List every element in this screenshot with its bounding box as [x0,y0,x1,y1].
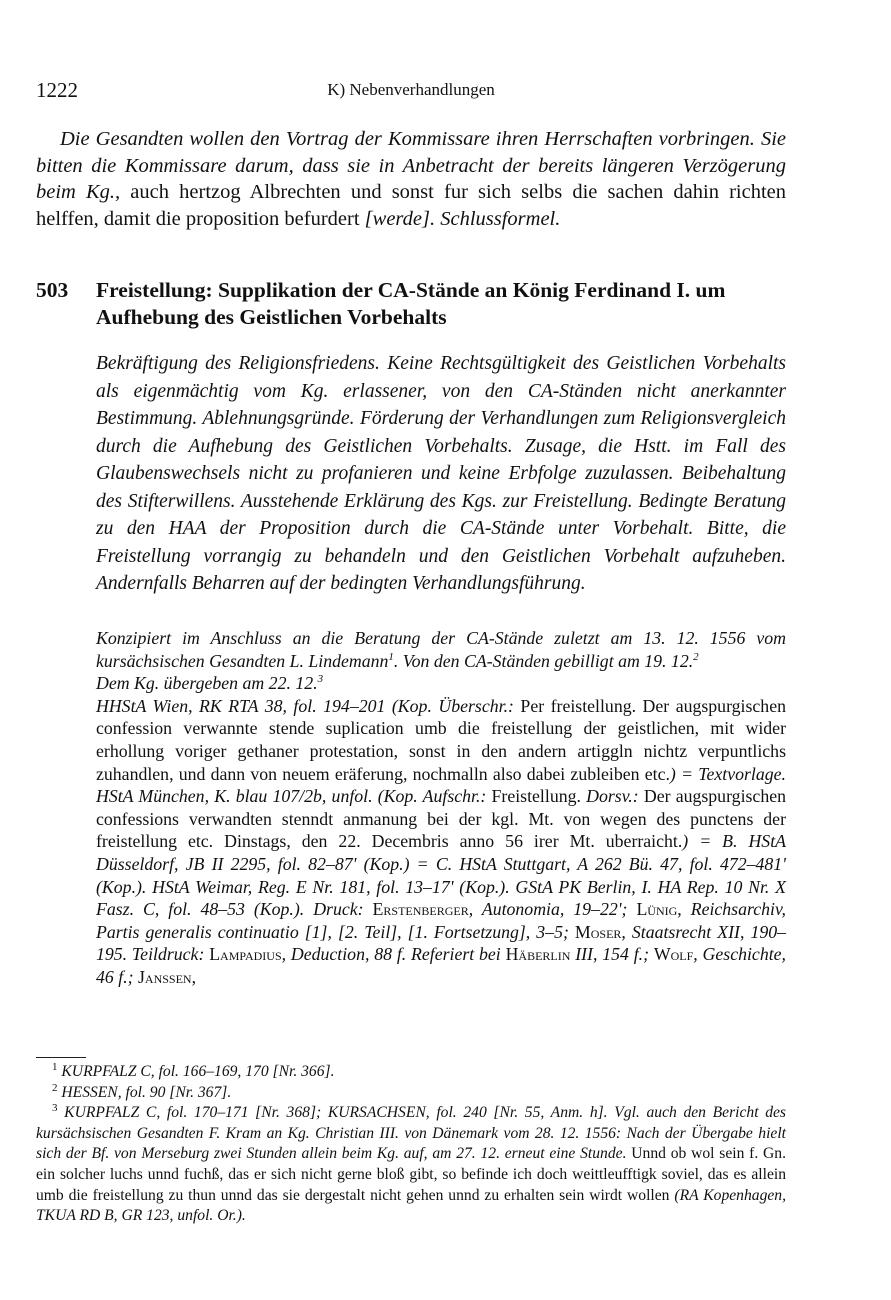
approved-note: . Von den CA-Ständen gebilligt am 19. 12. [393,650,694,671]
author-name: Wolf [653,944,694,965]
intro-closing: Schlussformel. [435,207,561,230]
author-name: Moser [574,921,622,942]
footnote-ref-3[interactable]: 3 [317,673,324,686]
footnote-divider [36,1057,86,1058]
intro-bracket: [werde]. [364,207,436,230]
footnote-ref-2[interactable]: 2 [693,650,699,663]
summary-paragraph: Bekräftigung des Religionsfriedens. Keine Rechtsgültigkeit des Geistlichen Vorbehalts als eigenmächtig vom Kg. erlassener, von den CA-Ständen nicht anerkannter Bestimmung. Ablehnungsgründe. Förderung der Verhandlungen zum Religionsvergleich durch die Aufhebung des Geistlichen Vorbehalts. Zusage, die Hstt. im Fall des Glaubenswechsels nicht zu profanieren und keine Erbfolge zuzulassen. Beibehaltung des Stifterwillens. Ausstehende Erklärung des Kgs. zur Freistellung. Bedingte Beratung zu den HAA der Proposition durch die CA-Stände unter Vorbehalt. Bitte, die Freistellung vorrangig zu behandeln und den Geistlichen Vorbehalt aufzuheben. Andernfalls Beharren auf der bedingten Verhandlungsführung. [96,353,786,594]
source-description [96,627,786,989]
author-name: Erstenberger [372,899,469,920]
page-number: 1222 [36,78,78,102]
intro-quote: auch hertzog Albrechten und sonst fur sich selbs die sachen dahin richten helffen, damit die proposition befurdert [36,181,786,230]
intro-italic: Die Gesandten wollen den Vortrag der Kommissare ihren Herrschaften vorbringen. Sie bitten die Kommissare darum, dass sie in Anbetracht der bereits längeren Verzögerung beim Kg., [36,128,786,203]
section-number: 503 [36,278,69,302]
running-head: K) Nebenverhandlungen [327,80,495,99]
footnote-ref-1[interactable]: 1 [388,650,394,663]
author-name: Häberlin [505,944,571,965]
footnotes [36,1062,786,1227]
footnote-3: $^3$ KURPFALZ C, fol. 170–171 [Nr. 368]; KURSACHSEN, fol. 240 [Nr. 55, Anm. h]. Vgl. auch den Bericht des kursächsischen Gesandten F. Kram an Kg. Christian III. von Dänemark vom 28. 12. 1556: Nach der Übergabe hielt sich der Bf. von Merseburg zwei Stunden allein beim Kg. auf, am 27. 12. erneut eine Stunde. Unnd ob wol sein f. Gn. ein solcher luchs unnd fuchß, das er sich nicht gerne bloß gibt, so befinde ich doch weittleufftigk soviel, das es allein umb die freistellung zu thun unnd das sie dergestalt nicht gehen unnd zu erhalten sein wirdt wollen (RA Kopenhagen, TKUA RD B, GR 123, unfol. Or.). [36,1102,786,1225]
intro-paragraph [36,126,786,232]
author-name: Lampadius [209,944,282,965]
author-name: Janssen [137,966,192,987]
footnote-2: $^2$ HESSEN, fol. 90 [Nr. 367]. [52,1081,232,1101]
section-heading [36,277,786,331]
section-title: Freistellung: Supplikation der CA-Stände an König Ferdinand I. um Aufhebung des Geistlichen Vorbehalts [96,278,726,329]
archive-sources: HHStA Wien, RK RTA 38, fol. 194–201 (Kop. Überschr.: Per freistellung. Der augspurgischen confession verwannte stende suplication umb die freistellung der geistlichen, mit wider erhollung voriger gethaner protestation, sonst in den andern artiggln nichtz verpuntlichs zuhandlen, und dann von neuem eräferung, nochmalln also dabei zubleiben etc.) = Textvorlage. HStA München, K. blau 107/2b, unfol. (Kop. Aufschr.: Freistellung. Dorsv.: Der augspurgischen confessions verwandten stenndt anmanung bei der kgl. Mt. von wegen des punctens der freistellung etc. Dinstags, den 22. Decembris anno 56 irer Mt. uberraicht.) = B. HStA Düsseldorf, JB II 2295, fol. 82–87' (Kop.) = C. HStA Stuttgart, A 262 Bü. 47, fol. 472–481' (Kop.). HStA Weimar, Reg. E Nr. 181, fol. 13–17' (Kop.). GStA PK Berlin, I. HA Rep. 10 Nr. X Fasz. C, fol. 48–53 (Kop.). Druck: Erstenberger, Autonomia, 19–22'; Lünig, Reichsarchiv, Partis generalis continuatio [1], [2. Teil], [1. Fortsetzung], 3–5; Moser, Staatsrecht XII, 190–195. Teildruck: Lampadius, Deduction, 88 f. Referiert bei Häberlin III, 154 f.; Wolf, Geschichte, 46 f.; Janssen, [96,695,787,987]
footnote-1: $^1$ KURPFALZ C, fol. 166–169, 170 [Nr. 366]. [52,1060,335,1080]
delivered-note: Dem Kg. übergeben am 22. 12. [96,673,318,694]
author-name: Lünig [636,899,678,920]
conceived-note: Konzipiert im Anschluss an die Beratung der CA-Stände zuletzt am 13. 12. 1556 vom kursächsischen Gesandten L. Lindemann [96,628,786,671]
page-header [36,78,786,104]
